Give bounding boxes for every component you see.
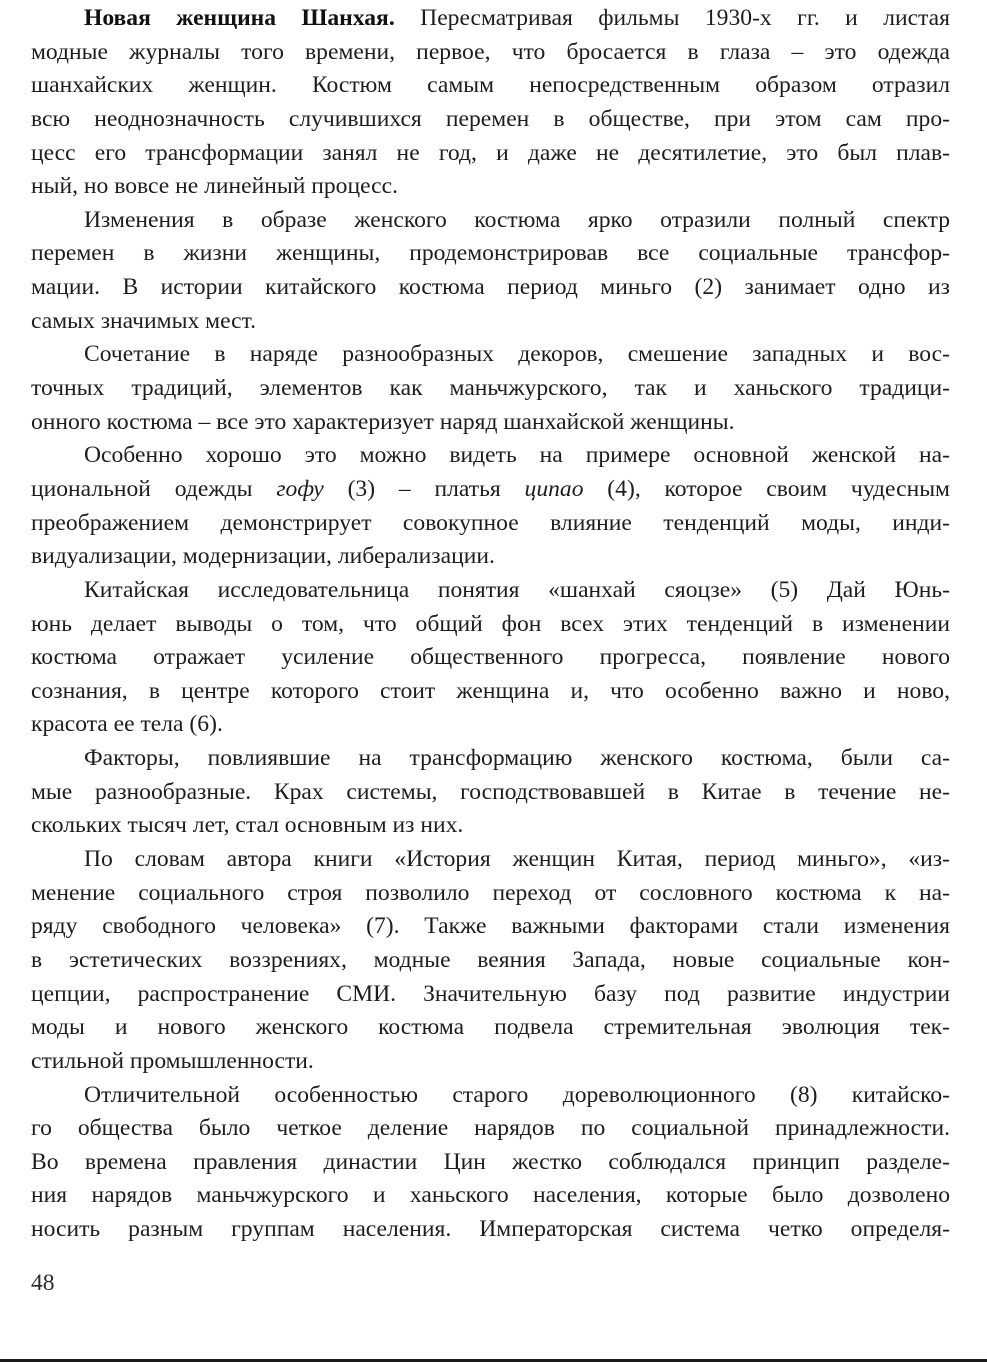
text-line: красота ее тела (6).: [31, 711, 223, 738]
text-line: цепции, распространение СМИ. Значительную базу под развитие индустрии: [31, 980, 950, 1007]
text-line: мые разнообразные. Крах системы, господствовавшей в Китае в течение не-: [31, 778, 950, 805]
text-line: менение социального строя позволило переход от сословного костюма к на-: [31, 879, 950, 906]
term-gofu: гофу: [276, 475, 324, 502]
text-line: [31, 473, 950, 507]
text-fragment: (4), которое своим чудесным: [583, 475, 950, 502]
text-line: ния нарядов маньчжурского и ханьского населения, которые было дозволено: [31, 1182, 950, 1209]
text-line: в эстетических воззрениях, модные веяния Запада, новые социальные кон-: [31, 946, 950, 973]
paragraph: [31, 843, 950, 1078]
paragraph: [31, 439, 950, 574]
text-line: Сочетание в наряде разнообразных декоров, смешение западных и вос-: [84, 341, 950, 368]
text-line: Особенно хорошо это можно видеть на примере основной женской на-: [84, 442, 950, 469]
text-line: сознания, в центре которого стоит женщина и, что особенно важно и ново,: [31, 677, 950, 704]
text-line: юнь делает выводы о том, что общий фон всех этих тенденций в изменении: [31, 610, 950, 637]
text-line: По словам автора книги «История женщин Китая, период миньго», «из-: [84, 846, 950, 873]
document-page: [31, 0, 950, 1247]
text-line: самых значимых мест.: [31, 307, 257, 334]
text-fragment: Пересматривая фильмы 1930-х гг. и листая: [394, 5, 950, 31]
paragraph-new-woman-of-shanghai: [31, 2, 950, 204]
text-line: стильной промышленности.: [31, 1047, 314, 1074]
text-fragment: (3) – платья: [323, 475, 525, 502]
paragraph: [31, 742, 950, 843]
text-line: мации. В истории китайского костюма период миньго (2) занимает одно из: [31, 274, 950, 301]
text-line: носить разным группам населения. Императорская система четко определя-: [31, 1216, 950, 1243]
text-line: модные журналы того времени, первое, что бросается в глаза – это одежда: [31, 38, 950, 65]
paragraph: [31, 574, 950, 742]
text-line: Во времена правления династии Цин жестко соблюдался принцип разделе-: [31, 1148, 950, 1175]
text-line: Китайская исследовательница понятия «шанхай сяоцзе» (5) Дай Юнь-: [84, 576, 950, 603]
text-line: [31, 2, 950, 36]
text-line: моды и нового женского костюма подвела стремительная эволюция тек-: [31, 1014, 950, 1041]
page-number: 48: [31, 1270, 55, 1296]
term-qipao: ципао: [524, 475, 584, 502]
text-line: перемен в жизни женщины, продемонстрировав все социальные трансфор-: [31, 240, 950, 267]
text-line: преображением демонстрирует совокупное влияние тенденций моды, инди-: [31, 509, 950, 536]
text-fragment: циональной одежды: [31, 475, 277, 502]
section-heading: Новая женщина Шанхая.: [84, 5, 395, 31]
text-line: ный, но вовсе не линейный процесс.: [31, 173, 399, 200]
paragraph: [31, 204, 950, 339]
paragraph: [31, 338, 950, 439]
text-line: видуализации, модернизации, либерализации.: [31, 543, 495, 570]
text-line: го общества было четкое деление нарядов по социальной принадлежности.: [31, 1115, 950, 1142]
text-line: Отличительной особенностью старого дореволюционного (8) китайско-: [84, 1081, 950, 1108]
text-line: Изменения в образе женского костюма ярко отразили полный спектр: [84, 206, 950, 233]
text-line: цесс его трансформации занял не год, и даже не десятилетие, это был плав-: [31, 139, 950, 166]
paragraph: [31, 1079, 950, 1247]
text-line: ряду свободного человека» (7). Также важными факторами стали изменения: [31, 913, 950, 940]
text-line: всю неоднозначность случившихся перемен в обществе, при этом сам про-: [31, 105, 950, 132]
text-line: шанхайских женщин. Костюм самым непосредственным образом отразил: [31, 72, 950, 99]
text-line: точных традиций, элементов как маньчжурского, так и ханьского традици-: [31, 375, 950, 402]
text-line: онного костюма – все это характеризует наряд шанхайской женщины.: [31, 408, 735, 435]
text-line: скольких тысяч лет, стал основным из них.: [31, 812, 464, 839]
text-line: костюма отражает усиление общественного прогресса, появление нового: [31, 644, 950, 671]
text-line: Факторы, повлиявшие на трансформацию женского костюма, были са-: [84, 745, 950, 772]
